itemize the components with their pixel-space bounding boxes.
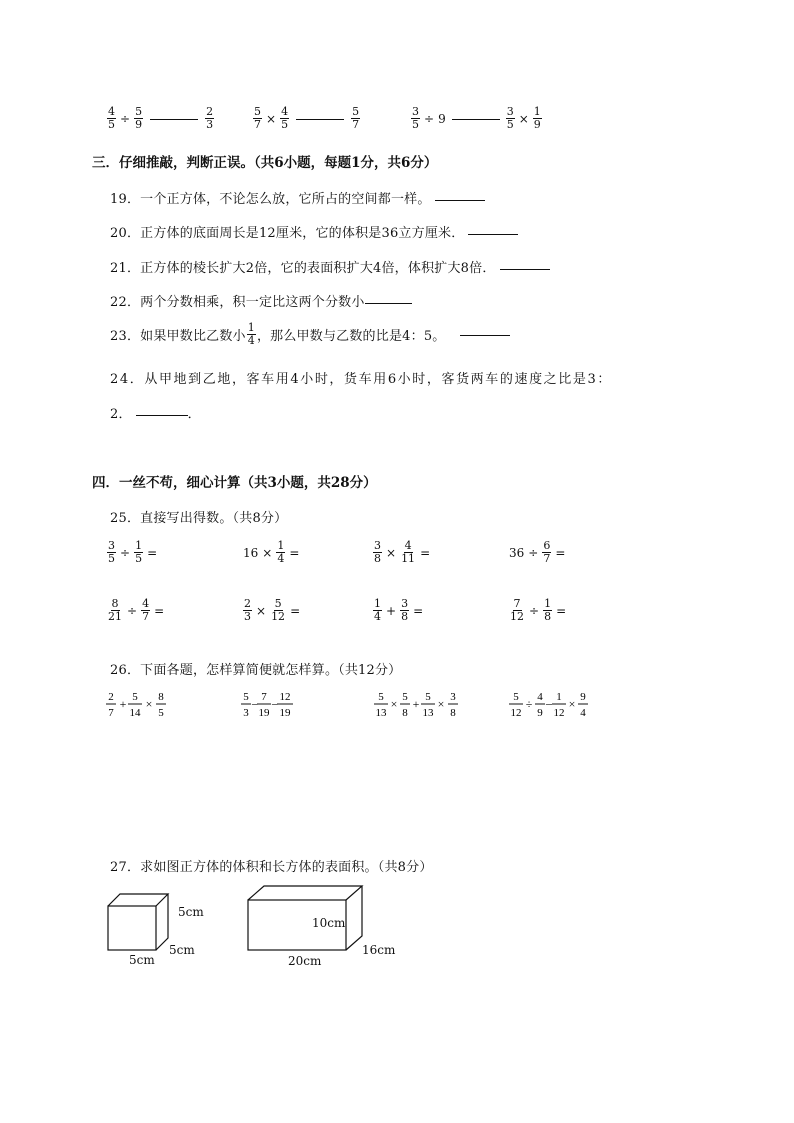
svg-text:4: 4 bbox=[580, 707, 586, 719]
svg-text:5: 5 bbox=[243, 691, 249, 703]
question-24: 24．从甲地到乙地，客车用4小时，货车用6小时，客货两车的速度之比是3： bbox=[110, 372, 612, 387]
svg-text:5: 5 bbox=[158, 707, 164, 719]
q26-expr-4 bbox=[509, 691, 588, 719]
answer-blank[interactable] bbox=[150, 118, 198, 120]
cuboid-height-label: 10cm bbox=[312, 916, 346, 930]
fraction: $\frac{1}{9}$ bbox=[533, 105, 541, 131]
cube-figure bbox=[104, 890, 214, 970]
cube-width-label: 5cm bbox=[129, 953, 155, 967]
question-19: 19．一个正方体，不论怎么放，它所占的空间都一样。 bbox=[110, 188, 485, 207]
answer-blank[interactable] bbox=[452, 118, 500, 120]
answer-blank[interactable] bbox=[296, 118, 344, 120]
svg-text:×: × bbox=[390, 697, 398, 711]
svg-text:4: 4 bbox=[537, 691, 543, 703]
svg-text:3: 3 bbox=[450, 691, 456, 703]
svg-text:5: 5 bbox=[425, 691, 431, 703]
answer-blank[interactable] bbox=[435, 199, 485, 201]
svg-text:12: 12 bbox=[510, 707, 522, 719]
svg-text:+: + bbox=[412, 697, 420, 711]
question-24-line-2: 2． ． bbox=[110, 407, 201, 422]
svg-text:×: × bbox=[568, 697, 576, 711]
question-25: 25．直接写出得数。（共8分） bbox=[110, 511, 288, 526]
svg-text:13: 13 bbox=[375, 707, 387, 719]
svg-text:14: 14 bbox=[129, 707, 141, 719]
svg-text:–: – bbox=[546, 696, 552, 710]
calc-item: $\frac{1}{4}$ + $\frac{3}{8}$ = bbox=[374, 597, 424, 623]
svg-text:3: 3 bbox=[243, 707, 249, 719]
fraction: $\frac{1}{4}$ bbox=[247, 321, 255, 347]
svg-text:÷: ÷ bbox=[525, 697, 533, 711]
calc-item: $\frac{8}{21}$ ÷ $\frac{4}{7}$ = bbox=[108, 597, 165, 623]
question-27: 27．求如图正方体的体积和长方体的表面积。（共8分） bbox=[110, 860, 433, 875]
svg-text:+: + bbox=[119, 697, 127, 711]
svg-text:–: – bbox=[272, 696, 278, 710]
cuboid-length-label: 20cm bbox=[288, 954, 322, 968]
compare-item-2: $\frac{5}{7}$ × $\frac{4}{5}$ $\frac{5}{7}$ bbox=[254, 105, 360, 131]
answer-blank[interactable] bbox=[500, 268, 550, 270]
svg-text:7: 7 bbox=[108, 707, 114, 719]
cuboid-figure bbox=[244, 882, 374, 962]
fraction: $\frac{5}{7}$ bbox=[352, 105, 360, 131]
answer-blank[interactable] bbox=[468, 233, 518, 235]
fraction: $\frac{2}{3}$ bbox=[206, 105, 214, 131]
svg-text:8: 8 bbox=[158, 691, 164, 703]
q26-expressions bbox=[100, 687, 620, 727]
calc-item: $\frac{2}{3}$ × $\frac{5}{12}$ = bbox=[244, 597, 301, 623]
svg-text:8: 8 bbox=[450, 707, 456, 719]
calc-item: $\frac{3}{8}$ × $\frac{4}{11}$ = bbox=[374, 539, 431, 565]
fraction: $\frac{3}{5}$ bbox=[412, 105, 419, 131]
question-26: 26．下面各题，怎样算简便就怎样算。（共12分） bbox=[110, 663, 402, 678]
q26-expr-3 bbox=[374, 691, 458, 719]
svg-text:5: 5 bbox=[513, 691, 519, 703]
svg-text:7: 7 bbox=[261, 691, 267, 703]
calc-item: 36 ÷ $\frac{6}{7}$ = bbox=[509, 539, 566, 565]
answer-blank[interactable] bbox=[460, 334, 510, 336]
fraction: $\frac{5}{7}$ bbox=[254, 105, 261, 131]
calc-item: 16 × $\frac{1}{4}$ = bbox=[243, 539, 300, 565]
svg-text:19: 19 bbox=[258, 707, 270, 719]
question-23: 23．如果甲数比乙数小 $\frac{1}{4}$ ，那么甲数与乙数的比是4：5。 bbox=[110, 322, 510, 347]
svg-text:12: 12 bbox=[279, 691, 291, 703]
question-21: 21．正方体的棱长扩大2倍，它的表面积扩大4倍，体积扩大8倍． bbox=[110, 257, 550, 276]
section-3-title: 三．仔细推敲，判断正误。（共6小题，每题1分，共6分） bbox=[92, 155, 438, 171]
q26-expr-1 bbox=[106, 691, 166, 719]
fraction: $\frac{4}{5}$ bbox=[108, 105, 115, 131]
svg-text:9: 9 bbox=[580, 691, 586, 703]
calc-item: $\frac{3}{5}$ ÷ $\frac{1}{5}$ = bbox=[108, 539, 158, 565]
svg-text:5: 5 bbox=[378, 691, 384, 703]
compare-item-3: $\frac{3}{5}$ ÷ 9 $\frac{3}{5}$ × $\frac{1}{9}$ bbox=[412, 105, 541, 131]
svg-text:13: 13 bbox=[422, 707, 434, 719]
svg-text:9: 9 bbox=[537, 707, 543, 719]
answer-blank[interactable] bbox=[136, 414, 188, 416]
svg-text:8: 8 bbox=[402, 707, 408, 719]
cuboid-depth-label: 16cm bbox=[362, 943, 396, 957]
answer-blank[interactable] bbox=[365, 302, 412, 304]
fraction: $\frac{5}{9}$ bbox=[135, 105, 143, 131]
fraction: $\frac{3}{5}$ bbox=[506, 105, 514, 131]
cube-depth-label: 5cm bbox=[169, 943, 195, 957]
calc-item: $\frac{7}{12}$ ÷ $\frac{1}{8}$ = bbox=[510, 597, 567, 623]
svg-text:1: 1 bbox=[556, 691, 562, 703]
question-22: 22．两个分数相乘，积一定比这两个分数小 bbox=[110, 291, 412, 310]
section-4-title: 四．一丝不苟，细心计算（共3小题，共28分） bbox=[92, 475, 377, 491]
svg-text:5: 5 bbox=[402, 691, 408, 703]
svg-text:12: 12 bbox=[553, 707, 565, 719]
svg-text:×: × bbox=[145, 697, 153, 711]
compare-item-1: $\frac{4}{5}$ ÷ $\frac{5}{9}$ $\frac{2}{3}$ bbox=[108, 105, 214, 131]
cube-height-label: 5cm bbox=[178, 905, 204, 919]
svg-text:19: 19 bbox=[279, 707, 291, 719]
fraction: $\frac{4}{5}$ bbox=[281, 105, 289, 131]
svg-text:×: × bbox=[437, 697, 445, 711]
q26-expr-2 bbox=[241, 691, 293, 719]
svg-text:2: 2 bbox=[108, 691, 114, 703]
question-20: 20．正方体的底面周长是12厘米，它的体积是36立方厘米． bbox=[110, 222, 518, 241]
svg-text:5: 5 bbox=[132, 691, 138, 703]
svg-text:–: – bbox=[252, 696, 258, 710]
